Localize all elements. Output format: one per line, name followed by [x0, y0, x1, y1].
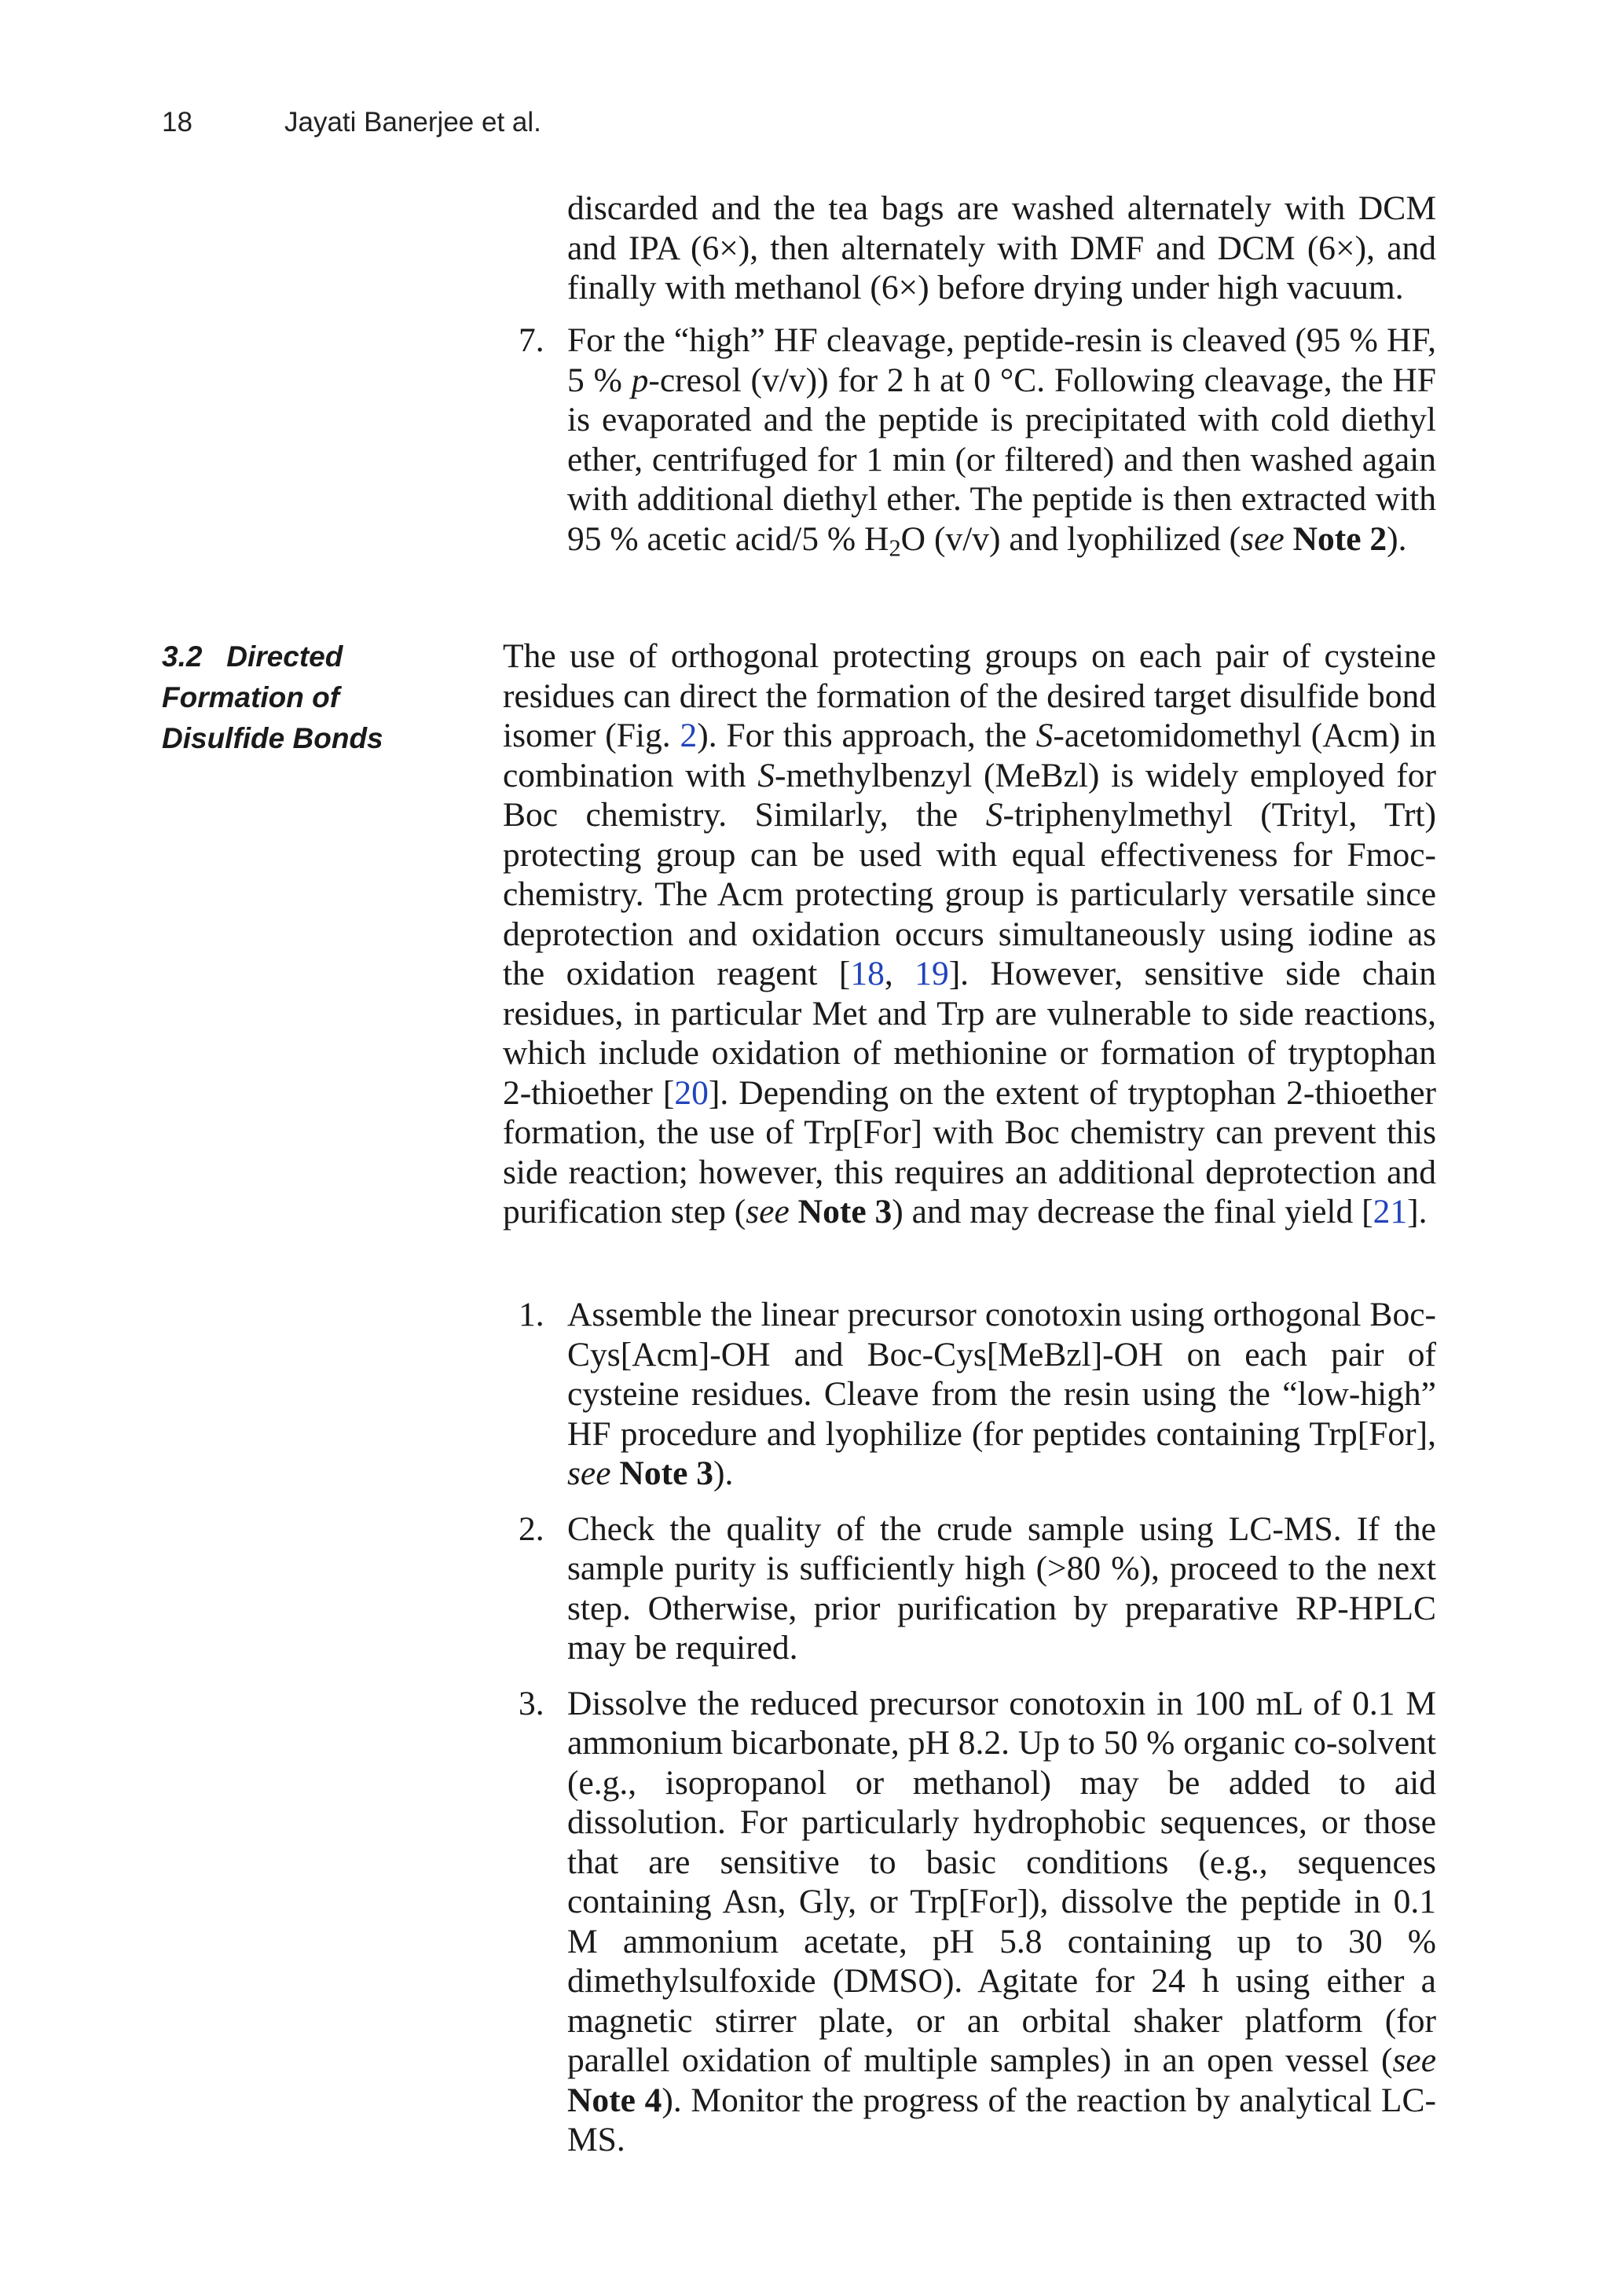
running-title: Jayati Banerjee et al. — [284, 107, 541, 138]
figure-link[interactable]: 2 — [680, 717, 698, 754]
step-7-text: For the “high” HF cleavage, peptide-resin is cleaved (95 % HF, 5 % p-cresol (v/v)) for 2 h at 0 °C. Following cleavage, the HF is evaporated and the peptide is precipitated with cold diethyl ether, centrifuged for 1 min (or filtered) and then washed again with additional diethyl ether. The peptide is then extracted with 95 % acetic acid/5 % $H_2O$ (v/v) and lyophilized (see Note 2). — [567, 321, 1436, 562]
page-number: 18 — [162, 107, 192, 138]
section-heading: 3.2 Directed Formation of Disulfide Bonds — [162, 640, 383, 754]
list-item — [503, 1684, 1436, 2160]
list-number: 1. — [519, 1296, 544, 1333]
reference-link[interactable]: 21 — [1373, 1193, 1408, 1231]
list-item — [503, 1509, 1436, 1668]
step-text: Assemble the linear precursor conotoxin using orthogonal Boc-Cys[Acm]-OH and Boc-Cys[MeBzl]-OH on each pair of cysteine residues. Cleave from the resin using the “low-high” HF procedure and lyophilize (for peptides containing Trp[For], see Note 3). — [567, 1296, 1436, 1492]
continuation-text: discarded and the tea bags are washed alternately with DCM and IPA (6×), then alternately with DMF and DCM (6×), and finally with methanol (6×) before drying under high vacuum. — [567, 189, 1436, 306]
reference-link[interactable]: 18 — [850, 955, 885, 992]
procedure-list — [503, 1295, 1436, 2176]
list-number: 3. — [519, 1684, 544, 1722]
list-item — [503, 321, 1436, 562]
reference-link[interactable]: 19 — [914, 955, 949, 992]
list-number: 2. — [519, 1509, 544, 1548]
reference-link[interactable]: 20 — [674, 1073, 709, 1112]
step-6-continuation — [567, 189, 1436, 308]
section-paragraph: The use of orthogonal protecting groups on each pair of cysteine residues can direct the formation of the desired target disulfide bond isomer (Fig. 2). For this approach, the S-acetomidomethyl (Acm) in combination with S-methylbenzyl (MeBzl) is widely employed for Boc chemistry. Similarly, the S-triphenylmethyl (Trityl, Trt) protecting group can be used with equal effectiveness for Fmoc-chemistry. The Acm protecting group is particularly versatile since deprotection and oxidation occurs simultaneously using iodine as the oxidation reagent [18, 19]. However, sensitive side chain residues, in particular Met and Trp are vulnerable to side reactions, which include oxidation of methionine or formation of tryptophan 2-thioether [20]. Depending on the extent of tryptophan 2-thioether formation, the use of Trp[For] with Boc chemistry can prevent this side reaction; however, this requires an additional deprotection and purification step (see Note 3) and may decrease the final yield [21]. — [503, 637, 1437, 1231]
step-text: Dissolve the reduced precursor conotoxin in 100 mL of 0.1 M ammonium bicarbonate, pH 8.2. Up to 50 % organic co-solvent (e.g., isopropanol or methanol) may be added to aid dissolution. For particularly hydrophobic sequences, or those that are sensitive to basic conditions (e.g., sequences containing Asn, Gly, or Trp[For]), dissolve the peptide in 0.1 M ammonium acetate, pH 5.8 containing up to 30 % dimethylsulfoxide (DMSO). Agitate for 24 h using either a magnetic stirrer plate, or an orbital shaker platform (for parallel oxidation of multiple samples) in an open vessel (see Note 4). Monitor the progress of the reaction by analytical LC-MS. — [567, 1684, 1437, 2158]
step-7 — [503, 321, 1436, 562]
step-text: Check the quality of the crude sample using LC-MS. If the sample purity is sufficiently high (>80 %), proceed to the next step. Otherwise, prior purification by preparative RP-HPLC may be required. — [567, 1509, 1436, 1667]
list-item — [503, 1295, 1436, 1494]
list-number: 7. — [519, 321, 544, 359]
